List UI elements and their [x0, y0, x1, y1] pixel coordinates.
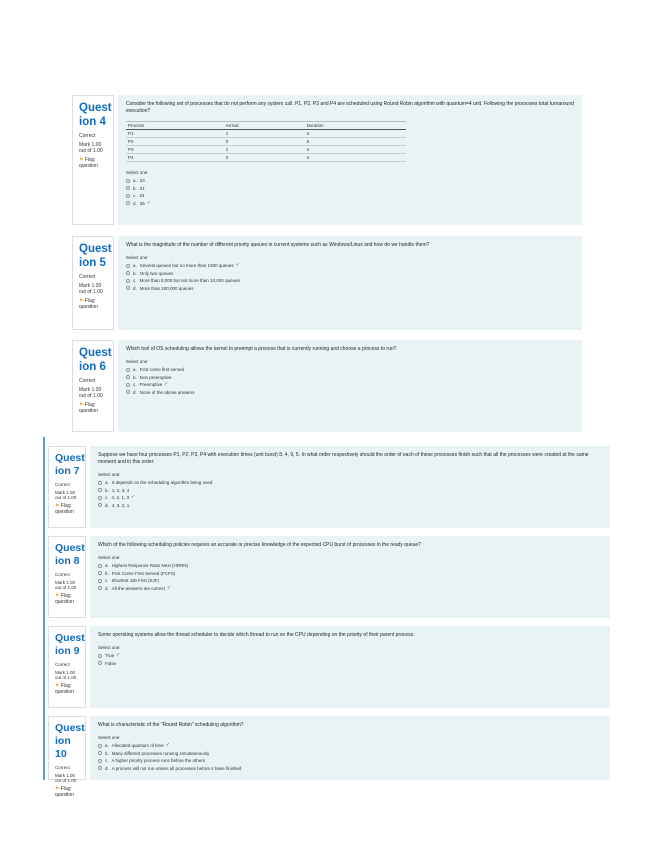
select-one-label: Select one:	[126, 255, 149, 260]
flag-icon: ⚑	[55, 785, 61, 792]
table-row: P3 1 4	[126, 146, 406, 154]
question-info	[48, 626, 86, 708]
question-info	[72, 340, 114, 432]
check-icon: ✓	[164, 381, 169, 387]
check-icon: ✓	[167, 584, 172, 591]
question-number: Quest ion 9	[55, 632, 85, 657]
radio-button[interactable]	[126, 279, 130, 283]
answer-option[interactable]: d. All the answers are correct ✓	[98, 585, 602, 593]
question-number: Quest ion 7	[55, 452, 85, 477]
radio-button[interactable]	[126, 194, 130, 198]
radio-button[interactable]	[126, 179, 130, 183]
question-content	[90, 446, 610, 528]
question-number: Quest ion 10	[55, 722, 85, 760]
question-10	[48, 716, 610, 798]
answer-option[interactable]: d. None of the above answers	[126, 389, 574, 397]
question-content	[118, 236, 582, 330]
answer-option[interactable]: d. 25 ✓	[126, 200, 574, 208]
answer-option[interactable]: False	[98, 660, 602, 668]
radio-button[interactable]	[98, 564, 102, 568]
question-6	[72, 340, 582, 432]
flag-icon: ⚑	[79, 156, 85, 163]
radio-button[interactable]	[126, 375, 130, 379]
question-content	[90, 626, 610, 708]
question-text: What is the magnitude of the number of different priority queues in current systems such as Windows/Linux and how do we handle them?	[126, 242, 430, 248]
answer-option[interactable]: True ✓	[98, 652, 602, 660]
radio-button[interactable]	[98, 744, 102, 748]
question-mark: Mark 1.00 out of 1.00	[55, 772, 77, 783]
radio-button[interactable]	[126, 368, 130, 372]
question-number: Quest ion 6	[79, 347, 112, 373]
select-one-label: Select one:	[98, 555, 121, 560]
radio-button[interactable]	[98, 488, 102, 492]
question-8	[48, 536, 610, 618]
answer-option[interactable]: b. Only two queues	[126, 270, 574, 278]
select-one-label: Select one:	[98, 735, 121, 740]
question-7	[48, 446, 610, 528]
question-mark: Mark 1.00 out of 1.00	[55, 669, 77, 680]
question-mark: Mark 1.00 out of 1.00	[55, 489, 77, 500]
question-9	[48, 626, 610, 708]
question-text: What is characteristic of the "Round Robin" scheduling algorithm?	[98, 722, 244, 728]
answer-option[interactable]: d. A process will not run unless all processes before it have finished	[98, 765, 602, 773]
flag-icon: ⚑	[79, 401, 85, 408]
question-status: Correct	[55, 765, 70, 770]
question-mark: Mark 1.00 out of 1.00	[79, 141, 103, 154]
answer-option[interactable]: b. Many different processes running simultaneously	[98, 750, 602, 758]
question-info	[48, 716, 86, 798]
answer-option[interactable]: a. Several queues but no more than 1000 queues ✓	[126, 262, 574, 270]
flag-question-link[interactable]: ⚑ Flag question	[79, 156, 98, 169]
answer-option[interactable]: d. 4, 3, 2, 1	[98, 502, 602, 510]
question-info	[72, 236, 114, 330]
answer-option[interactable]: c. Preemptive ✓	[126, 381, 574, 389]
check-icon: ✓	[131, 494, 136, 500]
question-info	[48, 446, 86, 528]
answer-option[interactable]: d. More than 100,000 queues	[126, 285, 574, 293]
answer-option[interactable]: a. Allocated quantum of time ✓	[98, 742, 602, 750]
answer-option[interactable]: a. Highest Response Ratio Next (HRRN)	[98, 562, 602, 570]
select-one-label: Select one:	[126, 170, 149, 175]
radio-button[interactable]	[126, 201, 130, 205]
answer-option[interactable]: a. It depends on the scheduling algorithm being used	[98, 479, 602, 487]
answer-option[interactable]: a. 23	[126, 177, 574, 185]
radio-button[interactable]	[126, 186, 130, 190]
question-content	[90, 716, 610, 780]
question-status: Correct	[79, 378, 96, 384]
answer-option[interactable]: b. First Come First Served (FCFS)	[98, 570, 602, 578]
question-content	[118, 95, 582, 225]
question-status: Correct	[79, 274, 96, 280]
answer-option[interactable]: c. 24	[126, 192, 574, 200]
question-mark: Mark 1.00 out of 1.00	[55, 579, 77, 590]
check-icon: ✓	[146, 199, 151, 206]
flag-icon: ⚑	[55, 502, 61, 509]
radio-button[interactable]	[126, 264, 130, 268]
question-text: Which of the following scheduling policies requires an accurate or precise knowledge of the expected CPU burst of processes in the ready queue?	[98, 542, 421, 548]
flag-icon: ⚑	[55, 592, 61, 599]
question-status: Correct	[79, 133, 96, 139]
check-icon: ✓	[235, 262, 240, 268]
question-5	[72, 236, 582, 330]
check-icon: ✓	[165, 742, 170, 748]
radio-button[interactable]	[98, 759, 102, 763]
table-row: P2 0 5	[126, 138, 406, 146]
question-number: Quest ion 8	[55, 542, 85, 567]
question-text: Consider the following set of processes that do not perform any system call. P1, P2, P3 and P4 are scheduled using Round Robin algorithm with quantum=4 unit. Following the processes total turnaround execution?	[126, 101, 574, 114]
select-one-label: Select one:	[126, 359, 149, 364]
question-content	[90, 536, 610, 618]
radio-button[interactable]	[98, 586, 102, 590]
radio-button[interactable]	[98, 579, 102, 583]
quiz-nav-bar	[43, 437, 45, 780]
question-mark: Mark 1.00 out of 1.00	[79, 282, 103, 295]
answer-option[interactable]: a. First come first served	[126, 366, 574, 374]
question-text: Suppose we have four processes P1, P2, P3, P4 with execution times (unit burst) 8, 4, 9, 5. In what order respectively should the order of each of these processes finish such that all the processes were created at the same moment and in this order:	[98, 452, 589, 465]
radio-button[interactable]	[98, 766, 102, 770]
flag-question-link[interactable]: ⚑ Flag question	[55, 592, 74, 605]
flag-question-link[interactable]: ⚑ Flag question	[55, 502, 74, 515]
question-content	[118, 340, 582, 432]
radio-button[interactable]	[98, 503, 102, 507]
question-status: Correct	[55, 572, 70, 577]
question-status: Correct	[55, 662, 70, 667]
answer-option[interactable]: b. 21	[126, 185, 574, 193]
answer-option[interactable]: c. 4, 2, 1, 3 ✓	[98, 494, 602, 502]
question-4	[72, 95, 582, 225]
question-text: Which tool of OS scheduling allows the kernel to preempt a process that is currently running and choose a process to run?	[126, 346, 397, 352]
flag-question-link[interactable]: ⚑ Flag question	[79, 401, 98, 414]
flag-question-link[interactable]: ⚑ Flag question	[55, 682, 74, 695]
question-status: Correct	[55, 482, 70, 487]
table-row: P1 1 4	[126, 130, 406, 138]
flag-icon: ⚑	[55, 682, 61, 689]
radio-button[interactable]	[126, 390, 130, 394]
radio-button[interactable]	[98, 481, 102, 485]
flag-icon: ⚑	[79, 297, 85, 304]
answer-option[interactable]: c. More than 5,000 but not more than 10,000 queues	[126, 277, 574, 285]
question-number: Quest ion 5	[79, 243, 112, 269]
radio-button[interactable]	[98, 661, 102, 665]
answer-option[interactable]: c. A higher priority process runs before the others	[98, 757, 602, 765]
table-row: P4 2 4	[126, 154, 406, 162]
process-table	[126, 121, 406, 162]
flag-question-link[interactable]: ⚑ Flag question	[55, 785, 74, 798]
select-one-label: Select one:	[98, 645, 121, 650]
radio-button[interactable]	[126, 383, 130, 387]
select-one-label: Select one:	[98, 472, 121, 477]
table-header: Duration	[305, 122, 406, 130]
table-header: Arrival	[224, 122, 305, 130]
radio-button[interactable]	[98, 751, 102, 755]
radio-button[interactable]	[98, 496, 102, 500]
radio-button[interactable]	[98, 571, 102, 575]
question-text: Some operating systems allow the thread scheduler to decide which thread to run on the CPU depending on the priority of their parent process.	[98, 632, 415, 638]
check-icon: ✓	[116, 652, 121, 658]
radio-button[interactable]	[98, 654, 102, 658]
question-number: Quest ion 4	[79, 102, 112, 128]
answer-option[interactable]: c. Shortest Job First (SJF)	[98, 577, 602, 585]
radio-button[interactable]	[126, 271, 130, 275]
flag-question-link[interactable]: ⚑ Flag question	[79, 297, 98, 310]
answer-option[interactable]: b. Non preemptive	[126, 374, 574, 382]
answer-option[interactable]: b. 1, 2, 3, 4	[98, 487, 602, 495]
question-info	[72, 95, 114, 225]
radio-button[interactable]	[126, 286, 130, 290]
table-header: Process	[126, 122, 224, 130]
question-info	[48, 536, 86, 618]
question-mark: Mark 1.00 out of 1.00	[79, 386, 103, 399]
